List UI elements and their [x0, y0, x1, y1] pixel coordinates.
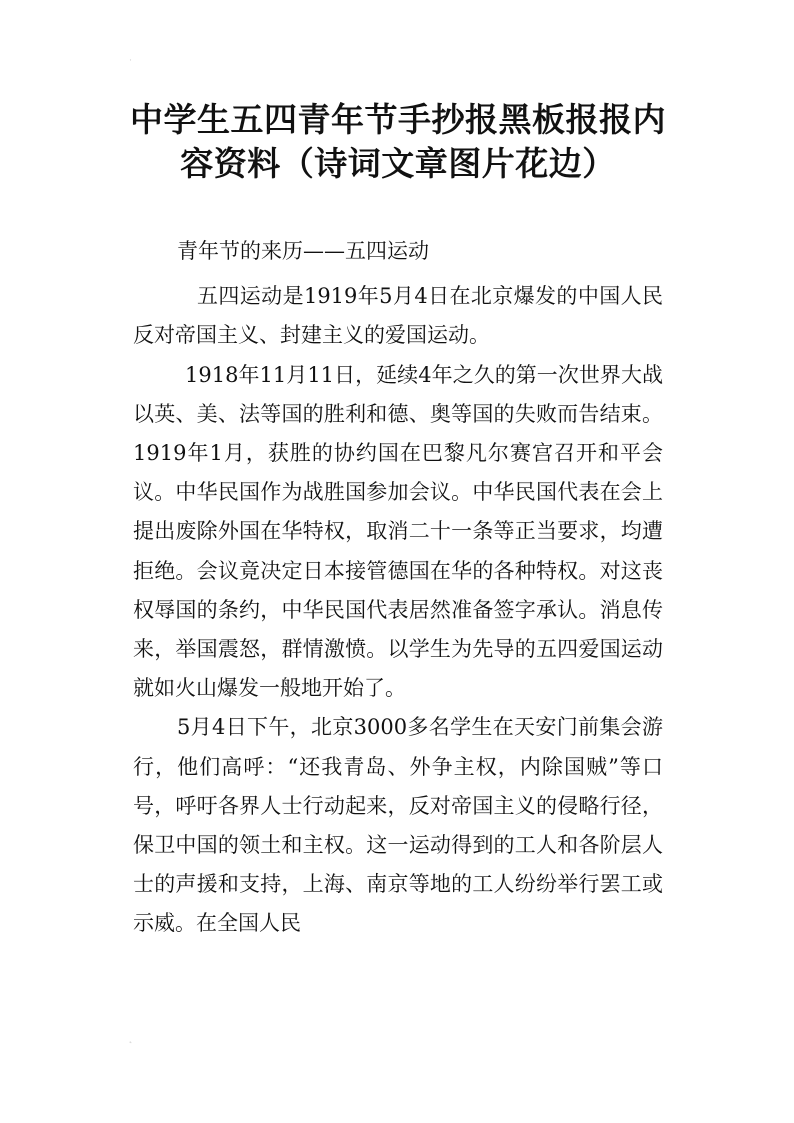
article-body [133, 232, 663, 944]
corner-mark-icon: ˙ [128, 59, 133, 70]
paragraph-2: 1918年11月11日，延续4年之久的第一次世界大战以英、美、法等国的胜利和德、奥等国的失败而告结束。1919年1月，获胜的协约国在巴黎凡尔赛宫召开和平会议。中华民国作为战胜国参加会议。中华民国代表在会上提出废除外国在华特权，取消二十一条等正当要求，均遭拒绝。会议竟决定日本接管德国在华的各种特权。对这丧权辱国的条约，中华民国代表居然准备签字承认。消息传来，举国震怒，群情激愤。以学生为先导的五四爱国运动就如火山爆发一般地开始了。 [133, 362, 663, 701]
paragraph-1: 五四运动是1919年5月4日在北京爆发的中国人民反对帝国主义、封建主义的爱国运动。 [133, 284, 663, 348]
title-line-1: 中学生五四青年节手抄报黑板报报内 [130, 100, 666, 139]
paragraph-3: 5月4日下午，北京3000多名学生在天安门前集会游行，他们高呼：“还我青岛、外争主权，内除国贼”等口号，呼吁各界人士行动起来，反对帝国主义的侵略行径，保卫中国的领土和主权。这一运动得到的工人和各阶层人士的声援和支持，上海、南京等地的工人纷纷举行罢工或示威。在全国人民 [133, 715, 663, 936]
corner-mark-icon: ˛ [128, 1033, 133, 1044]
title-line-2: 容资料（诗词文章图片花边） [180, 144, 616, 183]
page-title [120, 98, 676, 186]
section-heading: 青年节的来历——五四运动 [177, 239, 429, 263]
